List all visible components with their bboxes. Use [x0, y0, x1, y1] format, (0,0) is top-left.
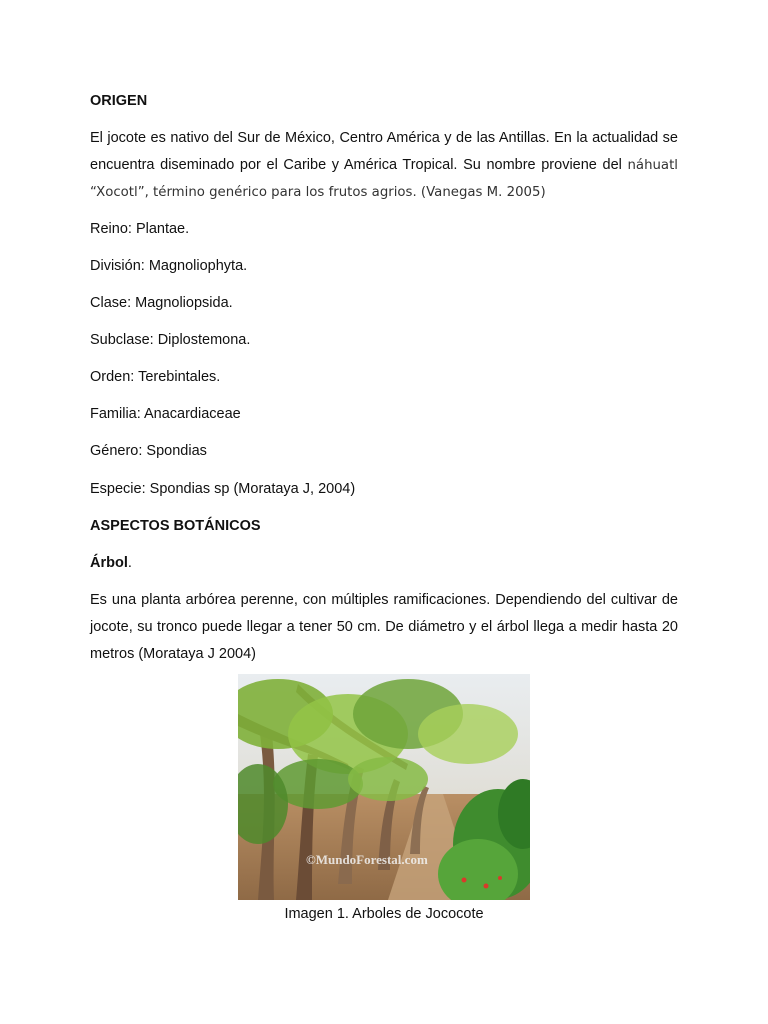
- arbol-paragraph: Es una planta arbórea perenne, con múltiples ramificaciones. Dependiendo del cultivar de jocote, su tronco puede llegar a tener 50 cm. De diámetro y el árbol llega a medir hasta 20 metros (Morataya J 2004): [90, 592, 678, 662]
- origen-heading: ORIGEN: [90, 93, 148, 109]
- photo-illustration: [238, 674, 530, 900]
- photo-watermark: ©MundoForestal.com: [306, 852, 428, 867]
- taxonomy-especie: Especie: Spondias sp (Morataya J, 2004): [90, 481, 356, 497]
- taxonomy-subclase: Subclase: Diplostemona.: [90, 332, 251, 348]
- aspectos-heading: ASPECTOS BOTÁNICOS: [90, 518, 261, 534]
- taxonomy-familia: Familia: Anacardiaceae: [90, 406, 241, 422]
- taxonomy-clase: Clase: Magnoliopsida.: [90, 295, 233, 311]
- origen-paragraph: [90, 125, 678, 206]
- taxonomy-reino: Reino: Plantae.: [90, 221, 190, 237]
- jocote-trees-photo: [238, 674, 530, 900]
- arbol-subheading: [90, 555, 132, 571]
- taxonomy-division: División: Magnoliophyta.: [90, 258, 248, 274]
- arbol-title: Árbol: [90, 555, 128, 571]
- arbol-period: .: [127, 555, 132, 571]
- taxonomy-orden: Orden: Terebintales.: [90, 369, 221, 385]
- origen-text-main: El jocote es nativo del Sur de México, Centro América y de las Antillas. En la actualidad se encuentra diseminado por el Caribe y América Tropical. Su nombre proviene del: [90, 130, 678, 173]
- origen-text-tail: náhuatl “Xocotl”, término genérico para los frutos agrios. (Vanegas M. 2005): [90, 158, 678, 200]
- figure-caption: Imagen 1. Arboles de Jococote: [284, 906, 484, 922]
- taxonomy-genero: Género: Spondias: [90, 443, 207, 459]
